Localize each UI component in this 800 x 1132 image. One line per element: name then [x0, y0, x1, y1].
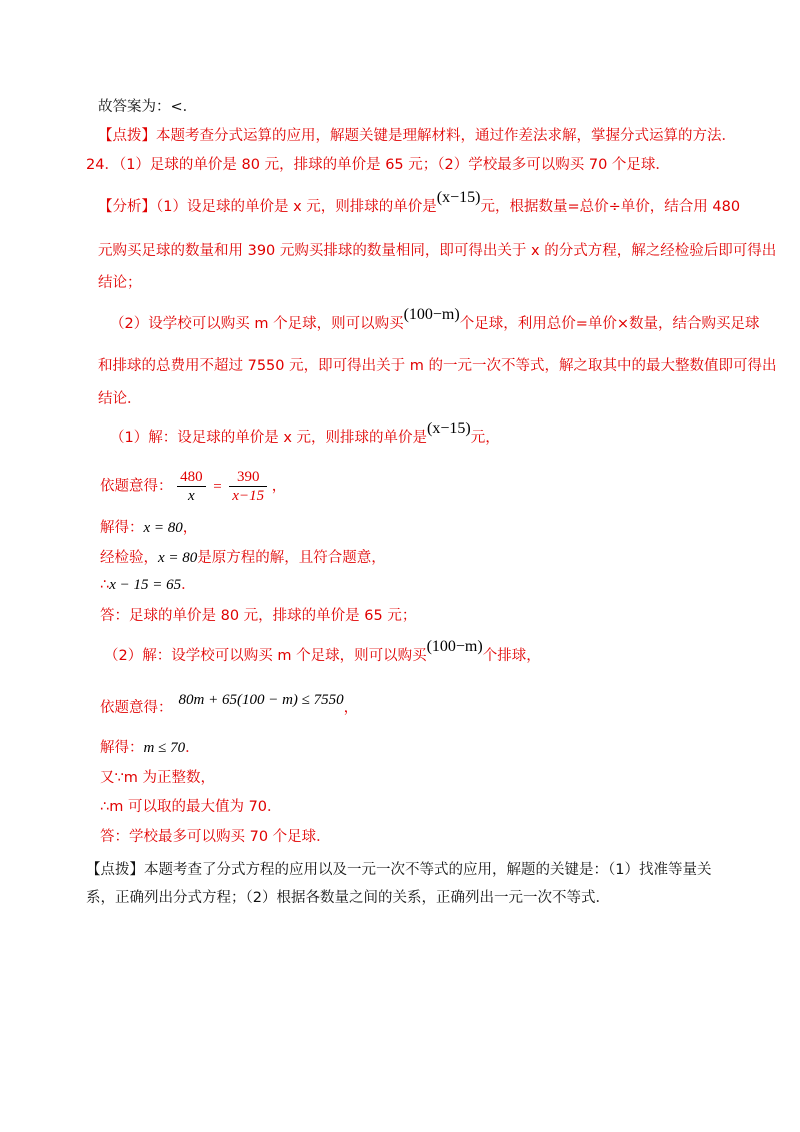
analysis-line-6: 结论． — [98, 391, 142, 407]
solution-1-line: （1）解：设足球的单价是 x 元，则排球的单价是(x−15)元， — [110, 420, 500, 446]
check-line: 经检验，x = 80是原方程的解，且符合题意， — [100, 550, 386, 566]
inequality-line: 依题意得： 80m + 65(100 − m) ≤ 7550， — [100, 692, 359, 716]
analysis-line-4: （2）设学校可以购买 m 个足球，则可以购买(100−m)个足球，利用总价=单价×数量，结合购买足球 — [110, 306, 760, 332]
note-line-2: 【点拨】本题考查了分式方程的应用以及一元一次不等式的应用，解题的关键是：（1）找准等量关 — [86, 862, 712, 878]
solve-line-2: 解得：m ≤ 70． — [100, 740, 200, 756]
note-line-3: 系，正确列出分式方程；（2）根据各数量之间的关系，正确列出一元一次不等式． — [86, 890, 610, 906]
fraction-left: $\frac{480}{x}$ — [177, 468, 206, 505]
solve-line-1: 解得：x = 80， — [100, 520, 198, 536]
analysis-line-5: 和排球的总费用不超过 7550 元，即可得出关于 m 的一元一次不等式，解之取其中的最大整数值即可得出 — [98, 358, 777, 374]
fraction-right: $\frac{390}{x-15}$ — [229, 468, 267, 505]
max-value-line: ∴m 可以取的最大值为 70． — [100, 799, 282, 815]
solution-2-line: （2）解：设学校可以购买 m 个足球，则可以购买(100−m)个排球， — [104, 638, 541, 664]
therefore-line: ∴x − 15 = 65． — [100, 577, 196, 593]
answer-1-line: 答：足球的单价是 80 元，排球的单价是 65 元； — [100, 608, 417, 624]
equation-line: 依题意得： $\frac{480}{x}$ = $\frac{390}{x-15}$ ， — [100, 469, 287, 504]
integer-line: 又∵m 为正整数， — [100, 770, 215, 786]
answer-line: 故答案为：<． — [98, 99, 198, 115]
answer-2-line: 答：学校最多可以购买 70 个足球． — [100, 829, 331, 845]
analysis-line-1: 【分析】（1）设足球的单价是 x 元，则排球的单价是(x−15)元，根据数量=总价÷单价，结合用 480 — [98, 189, 741, 215]
q24-answer: 24．（1）足球的单价是 80 元，排球的单价是 65 元；（2）学校最多可以购买 70 个足球． — [86, 157, 670, 173]
note-line-1: 【点拨】本题考查分式运算的应用，解题关键是理解材料，通过作差法求解，掌握分式运算的方法． — [98, 128, 736, 144]
analysis-line-2: 元购买足球的数量和用 390 元购买排球的数量相同，即可得出关于 x 的分式方程，解之经检验后即可得出 — [98, 243, 777, 259]
analysis-line-3: 结论； — [98, 275, 142, 291]
